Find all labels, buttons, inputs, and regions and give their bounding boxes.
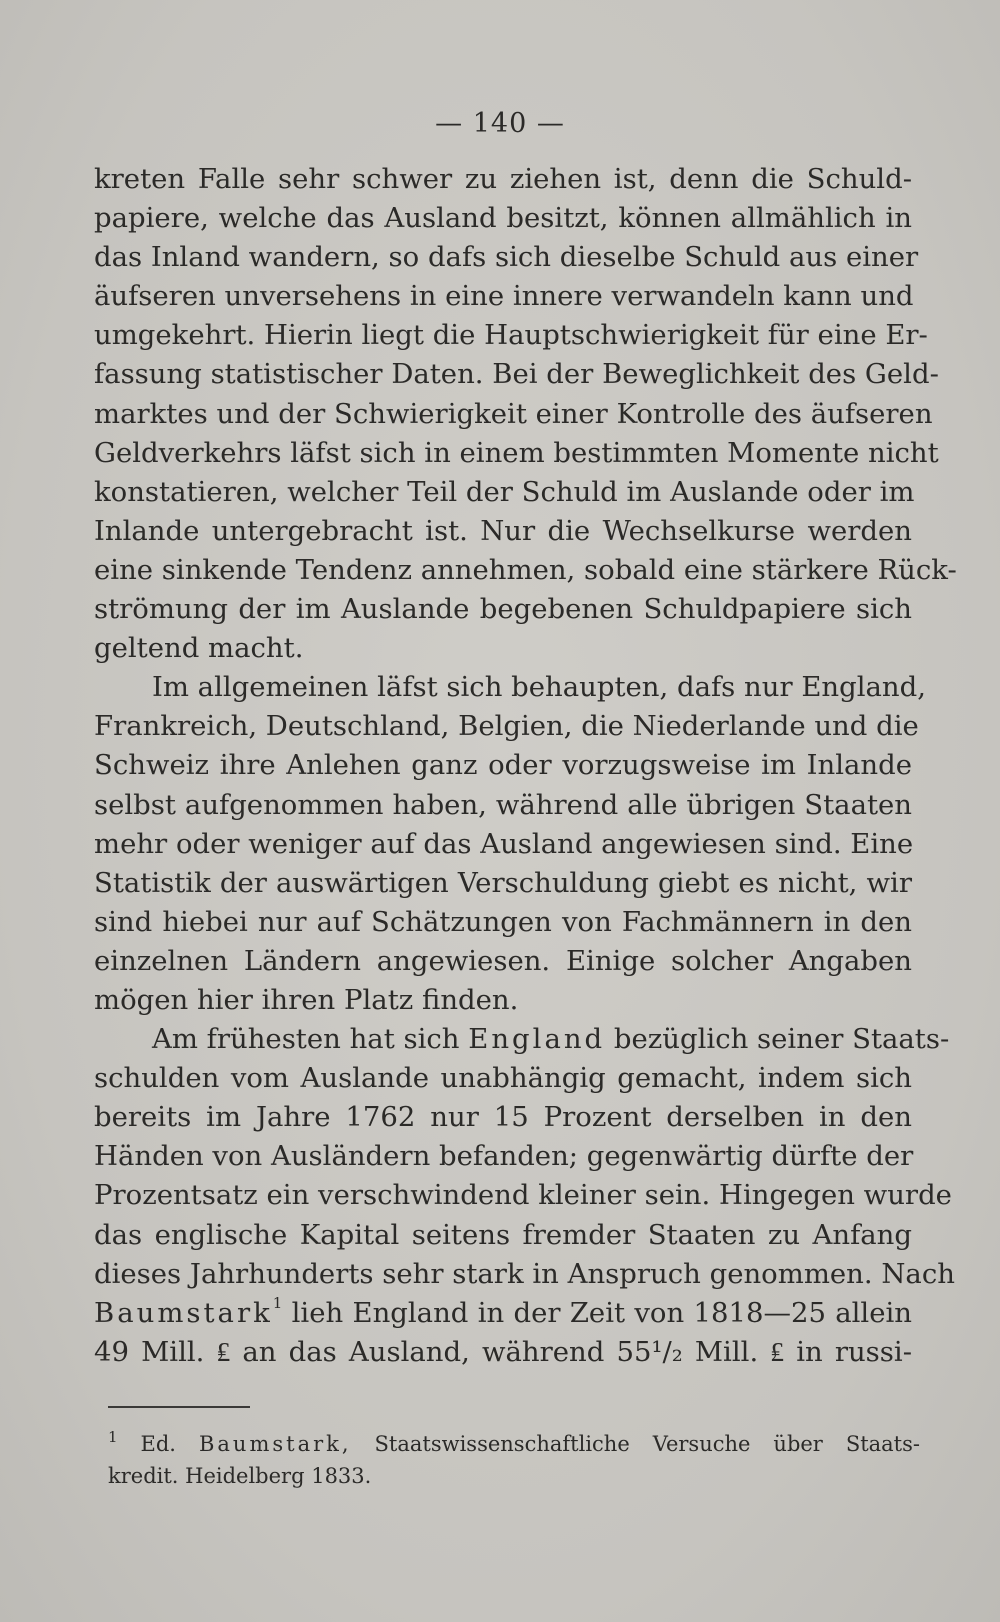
text-line: Geldverkehrs läfst sich in einem bestimmten Momente nicht [94,436,939,469]
text-line: sind hiebei nur auf Schätzungen von Fachmännern in den [94,905,912,938]
text-line: einzelnen Ländern angewiesen. Einige solcher Angaben [94,944,912,977]
text-line [94,1020,950,1059]
emphasized-name: Baumstark, [198,1432,352,1456]
footnote-marker: 1 [108,1428,118,1446]
text-line: papiere, welche das Ausland besitzt, können allmählich in [94,202,912,235]
emphasized-name: England [468,1023,606,1056]
text-line: konstatieren, welcher Teil der Schuld im Auslande oder im [94,475,915,508]
text-line: Frankreich, Deutschland, Belgien, die Niederlande und die [94,710,919,743]
text-line: eine sinkende Tendenz annehmen, sobald eine stärkere Rück- [94,553,957,586]
text-line: Prozentsatz ein verschwindend kleiner sein. Hingegen wurde [94,1179,952,1212]
text-line: umgekehrt. Hierin liegt die Hauptschwierigkeit für eine Er- [94,319,928,352]
text-line: 49 Mill. ₤ an das Ausland, während 55¹/₂ Mill. ₤ in russi- [94,1335,912,1368]
emphasized-name: Baumstark [94,1296,273,1329]
text-line: Im allgemeinen läfst sich behaupten, dafs nur England, [152,671,926,704]
footnote [108,1428,920,1492]
text-fragment: Ed. [140,1432,176,1456]
text-line: selbst aufgenommen haben, während alle übrigen Staaten [94,788,912,821]
text-line: geltend macht. [94,632,304,665]
text-fragment: lieh England in der Zeit von 1818—25 allein [291,1296,913,1329]
text-line: das Inland wandern, so dafs sich dieselbe Schuld aus einer [94,241,919,274]
text-line: Statistik der auswärtigen Verschuldung giebt es nicht, wir [94,866,912,899]
text-fragment: bezüglich seiner Staats- [613,1023,950,1056]
text-line: äufseren unversehens in eine innere verwandeln kann und [94,280,914,313]
text-line: fassung statistischer Daten. Bei der Beweglichkeit des Geld- [94,358,939,391]
text-line [94,1294,912,1333]
body-text [94,160,957,1372]
text-line: dieses Jahrhunderts sehr stark in Anspruch genommen. Nach [94,1257,955,1290]
text-line: das englische Kapital seitens fremder Staaten zu Anfang [94,1218,912,1251]
text-line: strömung der im Auslande begebenen Schuldpapiere sich [94,593,912,626]
footnote-divider [108,1406,250,1408]
text-line: bereits im Jahre 1762 nur 15 Prozent derselben in den [94,1101,912,1134]
text-fragment: Am frühesten hat sich [152,1023,460,1056]
page-number: — 140 — [435,108,565,139]
text-line: Schweiz ihre Anlehen ganz oder vorzugsweise im Inlande [94,749,912,782]
text-line: kreten Falle sehr schwer zu ziehen ist, denn die Schuld- [94,163,912,195]
text-line: Inlande untergebracht ist. Nur die Wechselkurse werden [94,514,912,547]
text-line: marktes und der Schwierigkeit einer Kontrolle des äufseren [94,397,933,430]
footnote-line [108,1428,920,1460]
footnote-reference[interactable]: 1 [272,1293,283,1312]
footnote-line: kredit. Heidelberg 1833. [108,1464,372,1488]
text-line: mehr oder weniger auf das Ausland angewiesen sind. Eine [94,827,914,860]
text-fragment: Staatswissenschaftliche Versuche über Staats- [374,1432,920,1456]
text-line: schulden vom Auslande unabhängig gemacht, indem sich [94,1062,912,1095]
text-line: mögen hier ihren Platz finden. [94,983,519,1016]
text-line: Händen von Ausländern befanden; gegenwärtig dürfte der [94,1140,914,1173]
